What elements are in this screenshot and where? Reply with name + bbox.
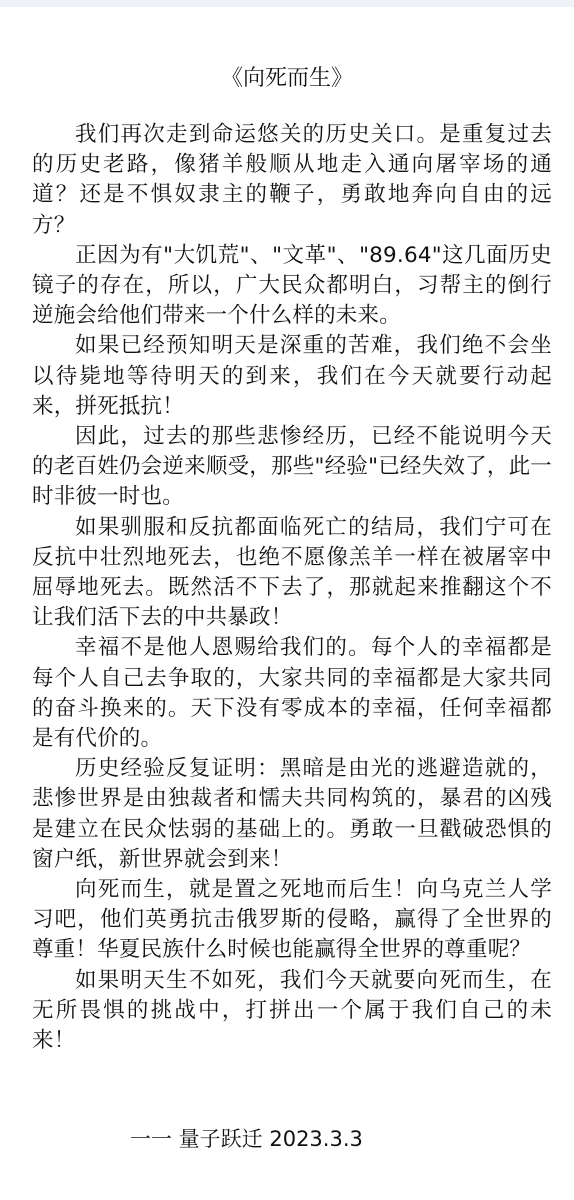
paragraph-2: 正因为有"大饥荒"、"文革"、"89.64"这几面历史镜子的存在，所以，广大民众都明白，习帮主的倒行逆施会给他们带来一个什么样的未来。 <box>32 242 552 329</box>
paragraph-1: 我们再次走到命运悠关的历史关口。是重复过去的历史老路，像猪羊般顺从地走入通向屠宰场的通道？还是不惧奴隶主的鞭子，勇敢地奔向自由的远方？ <box>32 122 552 238</box>
paragraph-4: 因此，过去的那些悲惨经历，已经不能说明今天的老百姓仍会逆来顺受，那些"经验"已经失效了，此一时非彼一时也。 <box>32 424 552 510</box>
paragraph-6: 幸福不是他人恩赐给我们的。每个人的幸福都是每个人自己去争取的，大家共同的幸福都是大家共同的奋斗换来的。天下没有零成本的幸福，任何幸福都是有代价的。 <box>32 635 552 752</box>
paragraph-8: 向死而生，就是置之死地而后生！向乌克兰人学习吧，他们英勇抗击俄罗斯的侵略，赢得了全世界的尊重！华夏民族什么时候也能赢得全世界的尊重呢？ <box>32 877 552 963</box>
signature: 一一 量子跃迁 2023.3.3 <box>130 1127 363 1151</box>
paragraph-3: 如果已经预知明天是深重的苦难，我们绝不会坐以待毙地等待明天的到来，我们在今天就要行动起来，拼死抵抗！ <box>32 333 552 419</box>
article-title: 《向死而生》 <box>220 66 353 91</box>
paragraph-5: 如果驯服和反抗都面临死亡的结局，我们宁可在反抗中壮烈地死去，也绝不愿像羔羊一样在被屠宰中屈辱地死去。既然活不下去了，那就起来推翻这个不让我们活下去的中共暴政！ <box>32 514 552 631</box>
paragraph-7: 历史经验反复证明：黑暗是由光的逃避造就的，悲惨世界是由独裁者和懦夫共同构筑的，暴君的凶残是建立在民众怯弱的基础上的。勇敢一旦戳破恐惧的窗户纸，新世界就会到来！ <box>32 756 552 872</box>
paragraph-9: 如果明天生不如死，我们今天就要向死而生，在无所畏惧的挑战中，打拼出一个属于我们自己的未来！ <box>32 967 552 1054</box>
top-bar <box>0 0 574 7</box>
article-body <box>32 120 552 1056</box>
